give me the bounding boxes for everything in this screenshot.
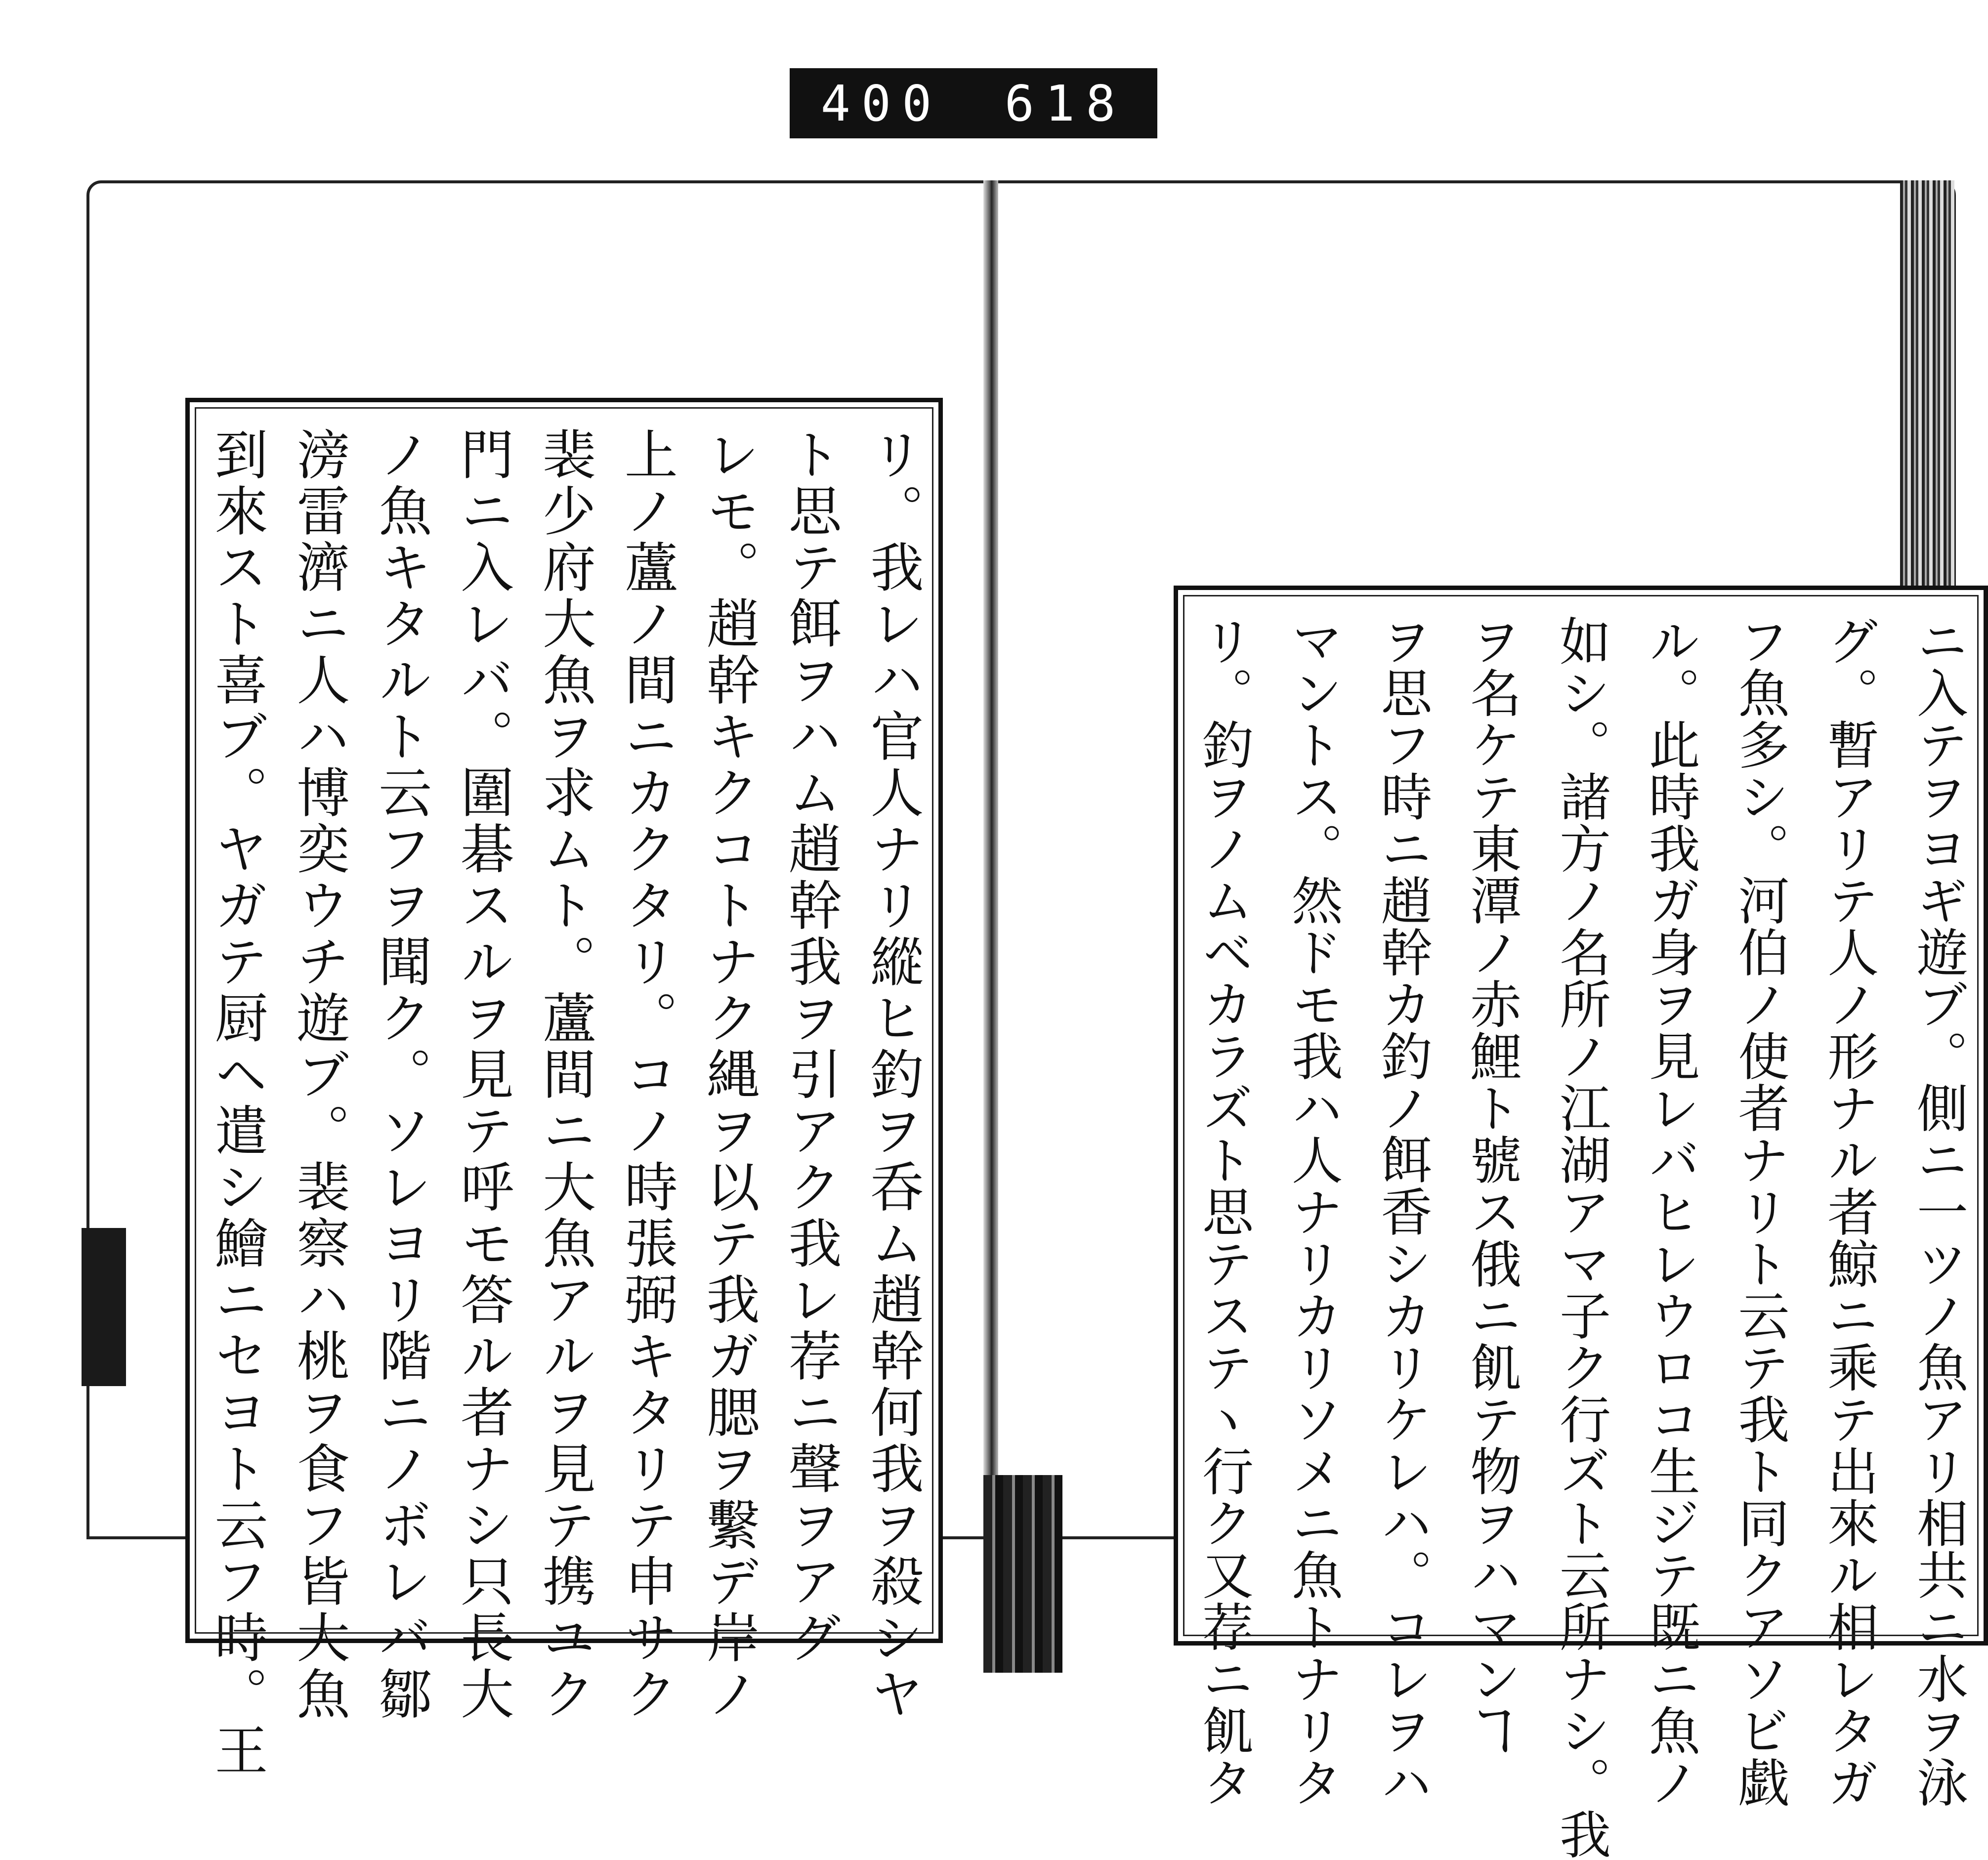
text-column: 門ニ入レバ。圍碁スルヲ見テ呼モ答ル者ナシ只長大 — [451, 427, 513, 1723]
text-column: 裴少府大魚ヲ求ムト。蘆間ニ大魚アルヲ見テ携ユク — [533, 427, 595, 1723]
right-text-frame — [1174, 586, 1988, 1860]
text-column: 滂雷濟ニ人ハ博奕ウチ遊ブ。裴察ハ桃ヲ食フ皆大魚 — [287, 427, 349, 1723]
left-text-frame — [185, 398, 943, 1779]
book-spread — [86, 180, 1968, 1860]
text-column: ヲ思フ時ニ趙幹カ釣ノ餌香シカリケレハ。コレヲハ — [1372, 615, 1433, 1808]
text-column: 上ノ蘆ノ間ニカクタリ。コノ時張弼キタリテ申サク — [615, 427, 677, 1723]
text-column: 到來スト喜ブ。ヤガテ厨ヘ遣シ鱠ニセヨト云フ時。王 — [206, 427, 267, 1779]
text-column: グ。暫アリテ人ノ形ナル者鯨ニ乘テ出來ル相レタガ — [1819, 615, 1879, 1808]
text-column: ノ魚キタルト云フヲ聞ク。ソレヨリ階ニノボレバ鄒 — [369, 427, 431, 1723]
text-column: リ。我レハ官人ナリ縱ヒ釣ヲ呑ム趙幹何我ヲ殺シヤ — [861, 427, 923, 1723]
accession-stamp — [790, 68, 1157, 138]
text-column: リ。釣ヲノムベカラズト思テステヽ行ク又荐ニ飢タ — [1193, 615, 1254, 1808]
text-column: ヲ名ケテ東潭ノ赤鯉ト號ス俄ニ飢テ物ヲハマンヿ — [1461, 615, 1522, 1756]
left-text-columns — [206, 427, 923, 1779]
text-column: ル。此時我ガ身ヲ見レバヒレウロコ生ジテ既ニ魚ノ — [1640, 615, 1700, 1808]
text-column: レモ。趙幹キクコトナク縄ヲ以テ我ガ腮ヲ繫デ岸ノ — [697, 427, 760, 1723]
text-column: 如シ。諸方ノ名所ノ江湖アマ子ク行ズト云所ナシ。我 — [1551, 615, 1611, 1860]
left-edge-tab — [82, 1228, 126, 1386]
text-column: ニ入テヲヨギ遊ブ。側ニ一ツノ魚アリ相共ニ水ヲ泳 — [1908, 615, 1968, 1808]
stamp-left-number: 400 — [820, 74, 943, 132]
text-column: ト思テ餌ヲハム趙幹我ヲ引アク我レ荐ニ聲ヲアグ — [779, 427, 842, 1666]
stamp-right-number: 618 — [1004, 74, 1127, 132]
text-column: マントス。然ドモ我ハ人ナリカリソメニ魚トナリタ — [1282, 615, 1343, 1808]
right-text-columns — [1193, 615, 1968, 1860]
spine-strip — [983, 1475, 1062, 1673]
gutter — [983, 180, 998, 1539]
text-column: フ魚多シ。河伯ノ使者ナリト云テ我ト同クアソビ戯 — [1729, 615, 1790, 1808]
